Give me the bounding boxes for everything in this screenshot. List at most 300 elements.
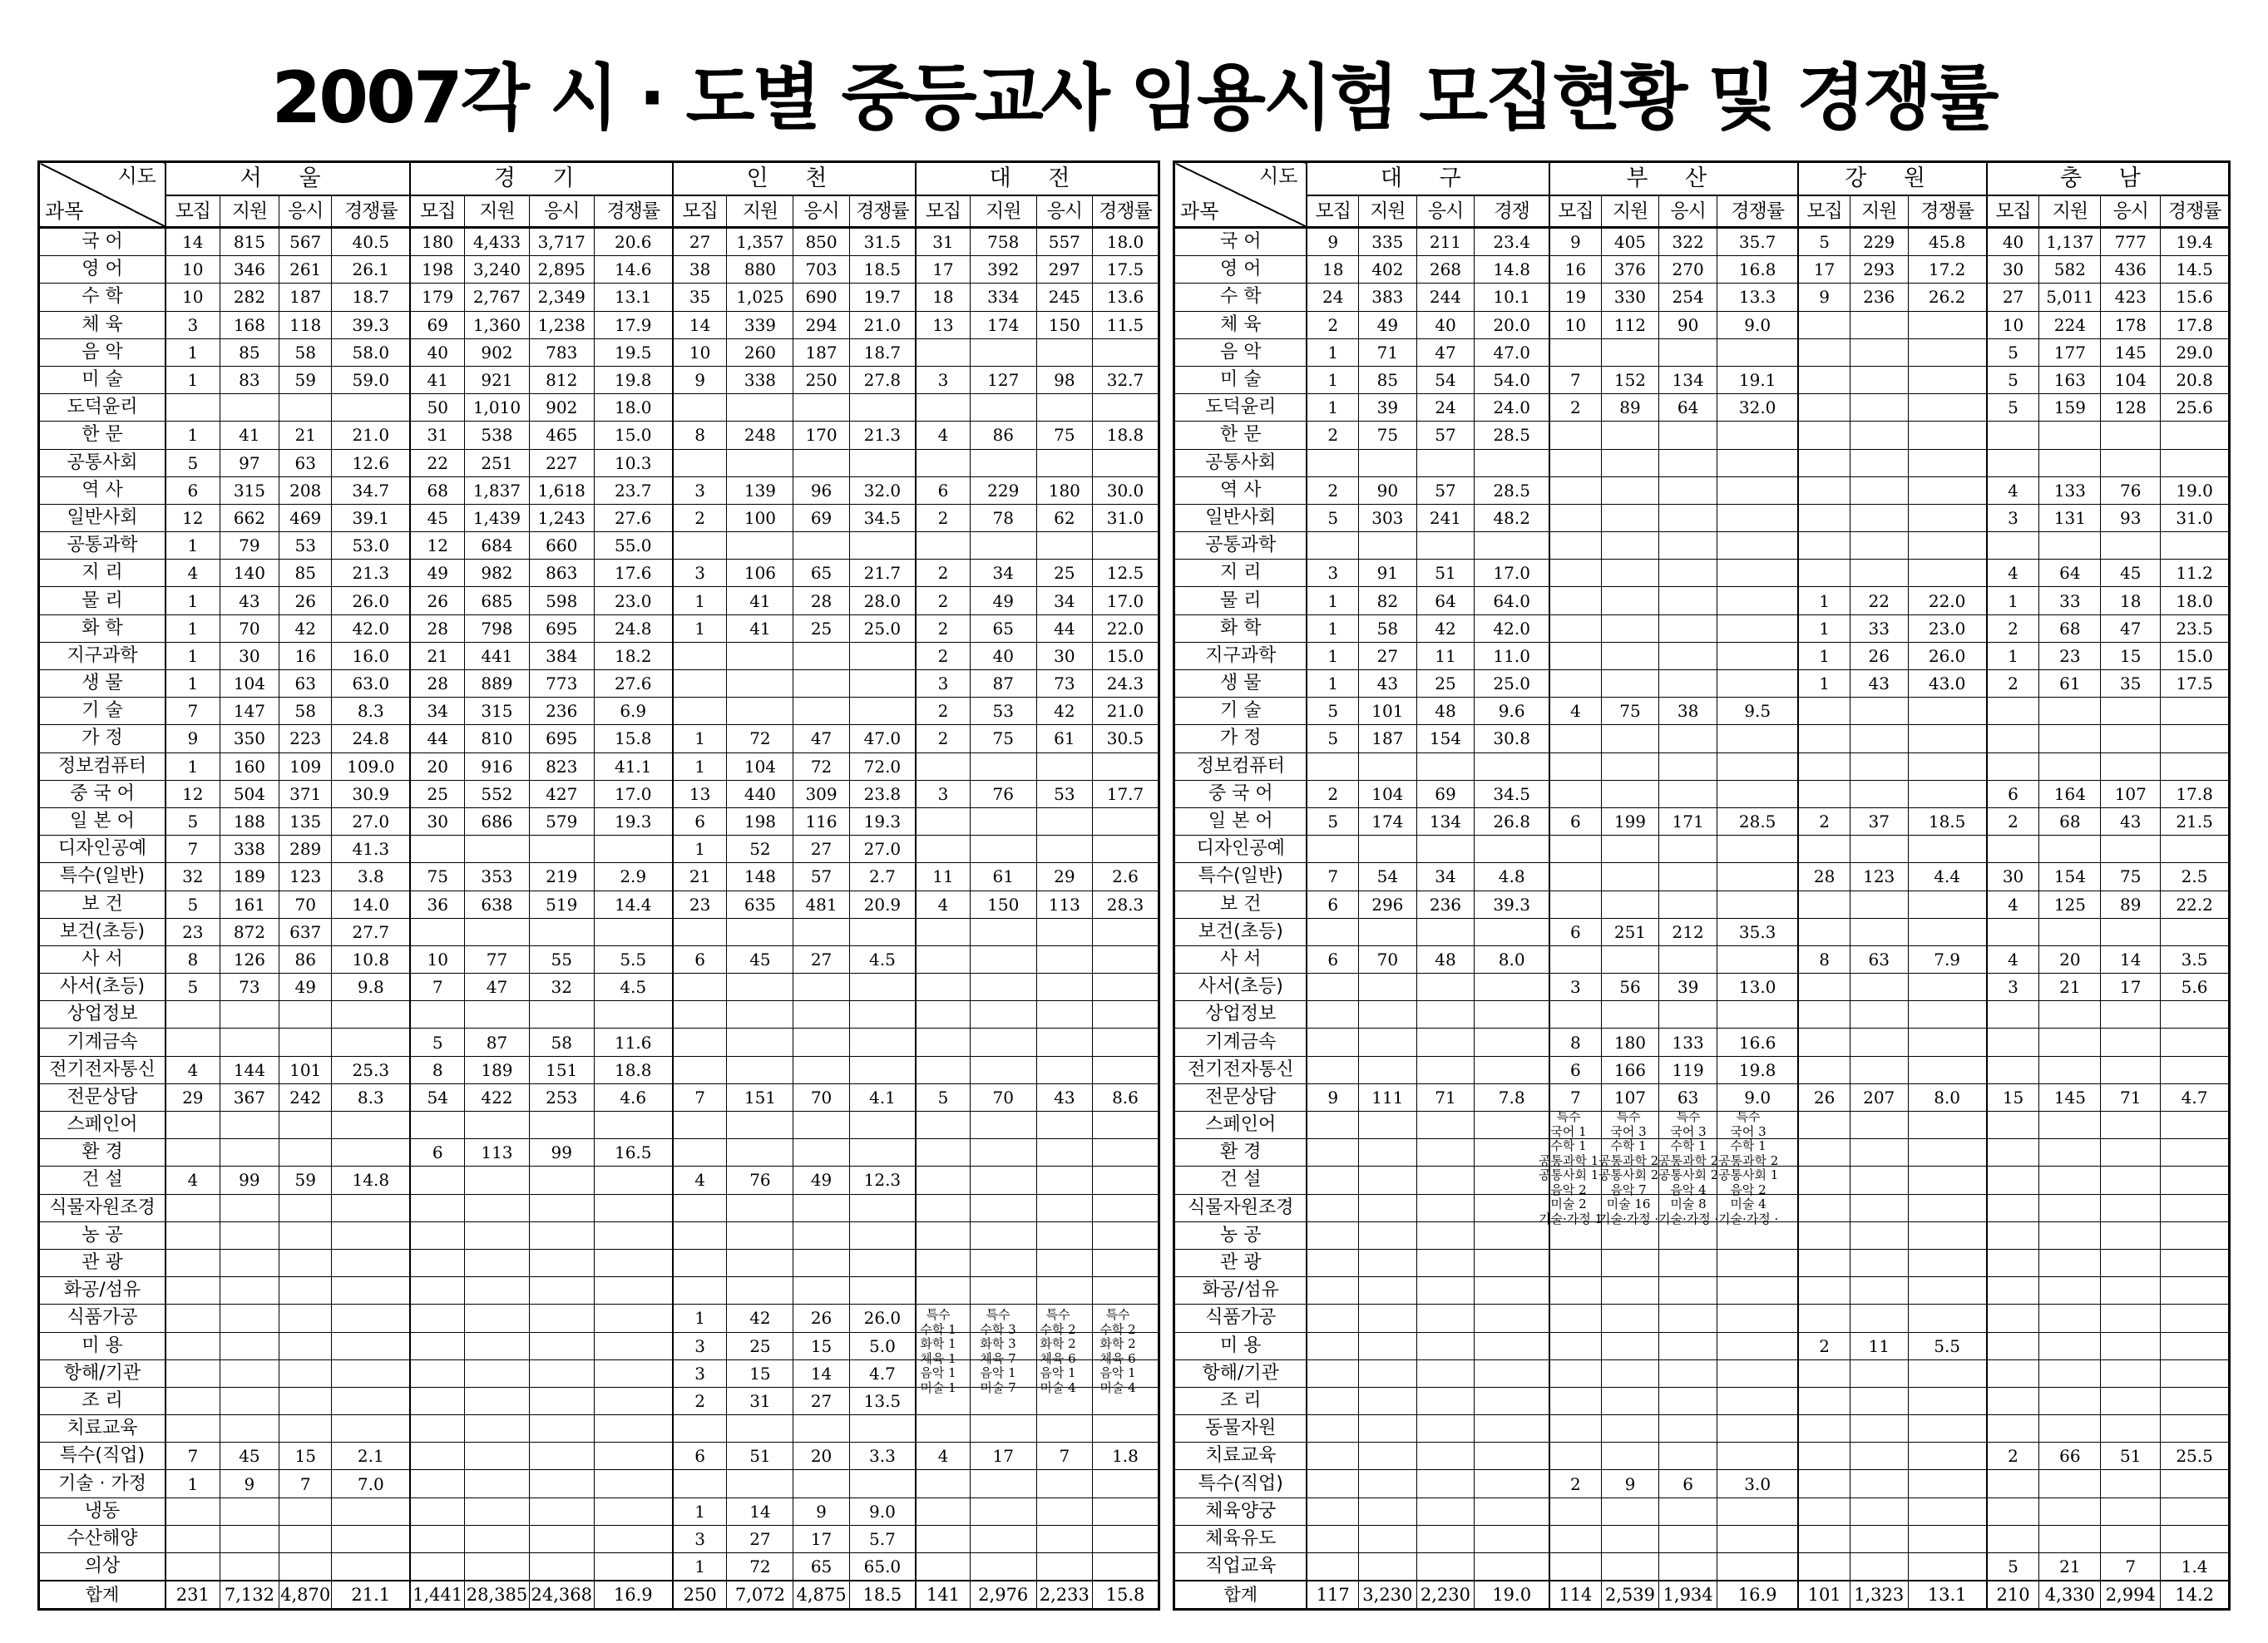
data-cell: 322 [1659,228,1717,256]
data-cell [1659,1359,1717,1387]
data-cell: 3 [673,476,727,504]
data-cell [279,1553,332,1581]
table-row [39,1001,1159,1029]
data-cell: 11.2 [2161,560,2230,587]
data-cell [1850,422,1908,449]
data-cell [2039,1387,2101,1414]
data-cell: 8 [1798,945,1850,973]
data-cell: 59 [279,366,332,393]
data-cell: 19.0 [1475,1581,1549,1610]
data-cell [166,1305,220,1332]
data-cell [1908,532,1987,560]
data-cell: 2,349 [529,284,594,311]
data-cell [1717,642,1798,669]
data-cell [529,1387,594,1414]
data-cell: 4 [166,1056,220,1083]
subject-cell: 특수(일반) [39,863,166,891]
data-cell: 9 [793,1497,849,1525]
data-cell: 20.0 [1475,311,1549,338]
data-cell [465,1525,530,1552]
data-cell: 25.0 [1475,670,1549,698]
data-cell: 315 [465,698,530,725]
data-cell: 26.0 [849,1305,916,1332]
table-row [39,614,1159,642]
data-cell [332,1112,411,1139]
table-row [1174,1029,2230,1056]
data-cell [1416,1194,1475,1221]
data-cell: 26.2 [1908,284,1987,311]
data-cell [1659,642,1717,669]
data-cell: 75 [1359,422,1417,449]
data-cell [1036,449,1092,476]
data-cell: 1,137 [2039,228,2101,256]
data-cell: 1,243 [529,504,594,531]
data-cell [2161,1001,2230,1029]
data-cell [166,1277,220,1305]
data-cell: 24 [1416,394,1475,422]
data-cell: 7.8 [1475,1083,1549,1111]
data-cell: 1 [166,366,220,393]
data-cell: 227 [529,449,594,476]
data-cell: 12.5 [1092,560,1159,587]
data-cell: 114 [1549,1581,1601,1610]
data-cell: 65 [793,560,849,587]
data-cell [849,449,916,476]
table-row [1174,1470,2230,1497]
subject-cell: 도덕윤리 [39,394,166,422]
subject-cell: 항해/기관 [39,1359,166,1387]
data-cell: 55 [529,945,594,973]
data-cell [916,836,970,863]
data-cell [2039,1167,2101,1194]
data-cell [465,1415,530,1443]
data-cell [1908,311,1987,338]
table-row [1174,284,2230,311]
data-cell: 64 [1659,394,1717,422]
data-cell: 5 [916,1083,970,1111]
special-note-line: 공통사회 2 [1658,1167,1719,1182]
data-cell [727,670,793,698]
data-cell: 8 [1549,1029,1601,1056]
table-row [1174,1525,2230,1552]
data-cell [220,1525,279,1552]
data-cell [1850,1415,1908,1443]
data-cell [529,1221,594,1249]
data-cell: 2 [1987,807,2039,835]
data-cell: 23.5 [2161,614,2230,642]
data-cell: 248 [727,422,793,449]
column-header: 경쟁률 [2161,195,2230,228]
data-cell: 18.0 [2161,587,2230,614]
data-cell [332,1359,411,1387]
data-cell: 3,717 [529,228,594,256]
data-cell [1307,1249,1358,1276]
data-cell: 5 [1987,338,2039,366]
subject-cell: 기 술 [1174,698,1307,725]
special-note-column [1598,1110,1658,1226]
data-cell [1416,1305,1475,1332]
data-cell: 10.1 [1475,284,1549,311]
data-cell [1987,1359,2039,1387]
data-cell: 7,072 [727,1581,793,1610]
data-cell [970,1056,1036,1083]
data-cell [279,1194,332,1221]
table-row [39,1056,1159,1083]
data-cell: 916 [465,752,530,780]
data-cell: 224 [2039,311,2101,338]
table-row [1174,449,2230,476]
data-cell [594,836,673,863]
data-cell [2161,1167,2230,1194]
data-cell [1850,1194,1908,1221]
subject-cell: 미 용 [1174,1332,1307,1359]
table-row [39,836,1159,863]
data-cell: 34 [410,698,464,725]
data-cell: 32.0 [849,476,916,504]
subject-cell: 치료교육 [39,1415,166,1443]
data-cell: 1 [1798,587,1850,614]
data-cell [970,394,1036,422]
data-cell [1549,752,1601,780]
data-cell: 7 [1549,366,1601,393]
data-cell: 2,895 [529,256,594,284]
data-cell: 179 [410,284,464,311]
data-cell [916,1167,970,1194]
data-cell [1359,836,1417,863]
data-cell: 25.3 [332,1056,411,1083]
subject-cell: 영 어 [1174,256,1307,284]
data-cell [1908,1497,1987,1525]
special-note-line: 음악 1 [980,1365,1016,1380]
data-cell [1359,752,1417,780]
special-note-line: 음악 1 [1099,1365,1136,1380]
data-cell: 30 [1036,642,1092,669]
column-header: 지원 [727,195,793,228]
data-cell: 9 [1549,228,1601,256]
subject-cell: 화 학 [1174,614,1307,642]
subject-cell: 특수(직업) [39,1443,166,1470]
data-cell: 140 [220,560,279,587]
data-cell: 4,870 [279,1581,332,1610]
data-cell: 38 [673,256,727,284]
data-cell [1092,836,1159,863]
data-cell [970,1497,1036,1525]
data-cell: 7.9 [1908,945,1987,973]
data-cell [916,1139,970,1167]
data-cell: 17.8 [2161,780,2230,807]
special-note-line: 수학 2 [1099,1321,1136,1337]
data-cell: 872 [220,918,279,945]
data-cell [2101,1221,2161,1249]
data-cell [849,698,916,725]
data-cell: 3,240 [465,256,530,284]
data-cell: 71 [1359,338,1417,366]
data-cell [1416,1359,1475,1387]
data-cell: 85 [220,338,279,366]
data-cell: 17 [2101,974,2161,1001]
data-cell [1717,1387,1798,1414]
data-cell: 72 [793,752,849,780]
data-cell: 24.8 [332,725,411,752]
subject-cell: 정보컴퓨터 [39,752,166,780]
table-row [1174,311,2230,338]
column-header: 지원 [465,195,530,228]
data-cell [673,1277,727,1305]
data-cell [1601,1497,1659,1525]
subject-cell: 보 건 [1174,891,1307,918]
table-row [1174,1305,2230,1332]
data-cell: 104 [220,670,279,698]
data-cell: 19.8 [1717,1056,1798,1083]
data-cell [1359,1387,1417,1414]
data-cell [1036,338,1092,366]
data-cell: 151 [727,1083,793,1111]
data-cell [2039,1497,2101,1525]
data-cell: 4.6 [594,1083,673,1111]
data-cell [727,394,793,422]
data-cell [1659,1443,1717,1470]
table-row [1174,1249,2230,1276]
data-cell: 18 [2101,587,2161,614]
data-cell [970,532,1036,560]
subject-cell: 일반사회 [39,504,166,531]
data-cell: 33 [1850,614,1908,642]
data-cell [1549,1525,1601,1552]
table-row [39,504,1159,531]
special-note-column [1028,1308,1088,1395]
data-cell [332,1001,411,1029]
data-cell [2039,1194,2101,1221]
data-cell [1850,311,1908,338]
data-cell: 695 [529,614,594,642]
table-row [39,311,1159,338]
data-cell [465,1249,530,1276]
data-cell: 93 [2101,504,2161,531]
data-cell: 161 [220,891,279,918]
subject-cell: 체 육 [39,311,166,338]
data-cell [1549,780,1601,807]
data-cell: 1,837 [465,476,530,504]
data-cell: 166 [1601,1056,1659,1083]
column-header: 응시 [279,195,332,228]
data-cell: 1 [1307,587,1358,614]
data-cell [1601,642,1659,669]
data-cell: 1,010 [465,394,530,422]
data-cell [2161,1029,2230,1056]
table-row [1174,1415,2230,1443]
data-cell [1987,1001,2039,1029]
data-cell [673,1194,727,1221]
data-cell [1659,780,1717,807]
data-cell [1717,560,1798,587]
data-cell: 2 [916,642,970,669]
data-cell [1850,1359,1908,1387]
data-cell [1549,1359,1601,1387]
data-cell: 109.0 [332,752,411,780]
data-cell [1850,532,1908,560]
data-cell [1416,1029,1475,1056]
subject-cell: 수 학 [1174,284,1307,311]
data-cell [1036,532,1092,560]
data-cell: 87 [970,670,1036,698]
data-cell: 6.9 [594,698,673,725]
data-cell [1798,1221,1850,1249]
special-note-line: 수학 3 [980,1321,1016,1337]
data-cell: 188 [220,807,279,835]
data-cell: 334 [970,284,1036,311]
data-cell [1798,1029,1850,1056]
subject-cell: 디자인공예 [1174,836,1307,863]
data-cell [1798,1194,1850,1221]
data-cell: 27 [793,1387,849,1414]
data-cell [1359,449,1417,476]
data-cell [1850,504,1908,531]
data-cell [1359,1167,1417,1194]
data-cell: 15 [279,1443,332,1470]
data-cell: 9.8 [332,974,411,1001]
data-cell [1601,1305,1659,1332]
data-cell [1307,1387,1358,1414]
table-row [1174,1387,2230,1414]
table-row [39,449,1159,476]
data-cell [1092,1525,1159,1552]
data-cell: 104 [1359,780,1417,807]
table-row [39,1497,1159,1525]
data-cell [673,974,727,1001]
subject-cell: 역 사 [39,476,166,504]
data-cell: 25.6 [2161,394,2230,422]
data-cell [2101,725,2161,752]
data-cell [594,1277,673,1305]
data-cell [220,1387,279,1414]
data-cell: 75 [410,863,464,891]
data-cell [1850,1470,1908,1497]
data-cell: 63 [1659,1083,1717,1111]
data-cell: 7 [2101,1553,2161,1581]
data-cell [1717,1415,1798,1443]
data-cell [727,974,793,1001]
data-cell [916,1497,970,1525]
special-note-line: 화학 2 [1099,1336,1136,1351]
data-cell [1092,1553,1159,1581]
data-cell [279,1029,332,1056]
data-cell [1092,1056,1159,1083]
data-cell [1601,836,1659,863]
data-cell: 17 [916,256,970,284]
data-cell [1798,1112,1850,1139]
data-cell [1908,1553,1987,1581]
table-row [1174,891,2230,918]
data-cell: 1,025 [727,284,793,311]
data-cell: 45 [220,1443,279,1470]
data-cell [1036,1470,1092,1497]
table-row [1174,1553,2230,1581]
data-cell [2161,918,2230,945]
data-cell: 3 [916,780,970,807]
data-cell [1717,532,1798,560]
table-row [39,1249,1159,1276]
data-cell: 34.7 [332,476,411,504]
data-cell [594,1332,673,1359]
data-cell: 5.5 [594,945,673,973]
data-cell: 13.3 [1717,284,1798,311]
data-cell [1416,1415,1475,1443]
data-cell [793,1249,849,1276]
data-cell [220,1194,279,1221]
data-cell [1717,670,1798,698]
data-cell [410,1415,464,1443]
data-cell [1850,1305,1908,1332]
data-cell [220,1305,279,1332]
data-cell [916,1001,970,1029]
data-cell: 42.0 [332,614,411,642]
data-cell [1987,1387,2039,1414]
data-cell [1359,1332,1417,1359]
data-cell [1850,974,1908,1001]
data-cell [2101,1470,2161,1497]
data-cell [1908,1387,1987,1414]
data-cell [1659,725,1717,752]
table-row [39,1443,1159,1470]
data-cell: 27 [1987,284,2039,311]
data-cell: 28.5 [1717,807,1798,835]
subject-cell: 가 정 [39,725,166,752]
data-cell [793,1415,849,1443]
data-cell: 684 [465,532,530,560]
data-cell: 68 [410,476,464,504]
table-row [39,532,1159,560]
data-cell: 99 [529,1139,594,1167]
data-cell [793,1139,849,1167]
data-cell [1798,1553,1850,1581]
data-cell: 14.6 [594,256,673,284]
data-cell: 17.8 [2161,311,2230,338]
data-cell [594,1359,673,1387]
data-cell [1416,1221,1475,1249]
data-cell [529,1305,594,1332]
data-cell: 42 [1416,614,1475,642]
data-cell [1416,974,1475,1001]
data-cell [916,1056,970,1083]
column-header: 지원 [220,195,279,228]
data-cell [465,1359,530,1387]
data-cell [727,918,793,945]
data-cell [1549,1249,1601,1276]
data-cell: 251 [1601,918,1659,945]
data-cell: 3,230 [1359,1581,1417,1610]
data-cell: 19.5 [594,338,673,366]
data-cell: 96 [793,476,849,504]
data-cell [1798,1001,1850,1029]
data-cell [673,1249,727,1276]
data-cell [1659,504,1717,531]
data-cell: 376 [1601,256,1659,284]
data-cell [849,1415,916,1443]
data-cell: 20 [410,752,464,780]
data-cell [1659,587,1717,614]
data-cell [1659,1387,1717,1414]
data-cell [166,1029,220,1056]
data-cell [332,1029,411,1056]
data-cell: 57 [1416,476,1475,504]
data-cell: 10.3 [594,449,673,476]
data-cell [1307,1305,1358,1332]
data-cell: 5.0 [849,1332,916,1359]
data-cell: 1 [673,725,727,752]
data-cell [1036,1249,1092,1276]
data-cell [1850,1139,1908,1167]
data-cell: 17.0 [1475,560,1549,587]
